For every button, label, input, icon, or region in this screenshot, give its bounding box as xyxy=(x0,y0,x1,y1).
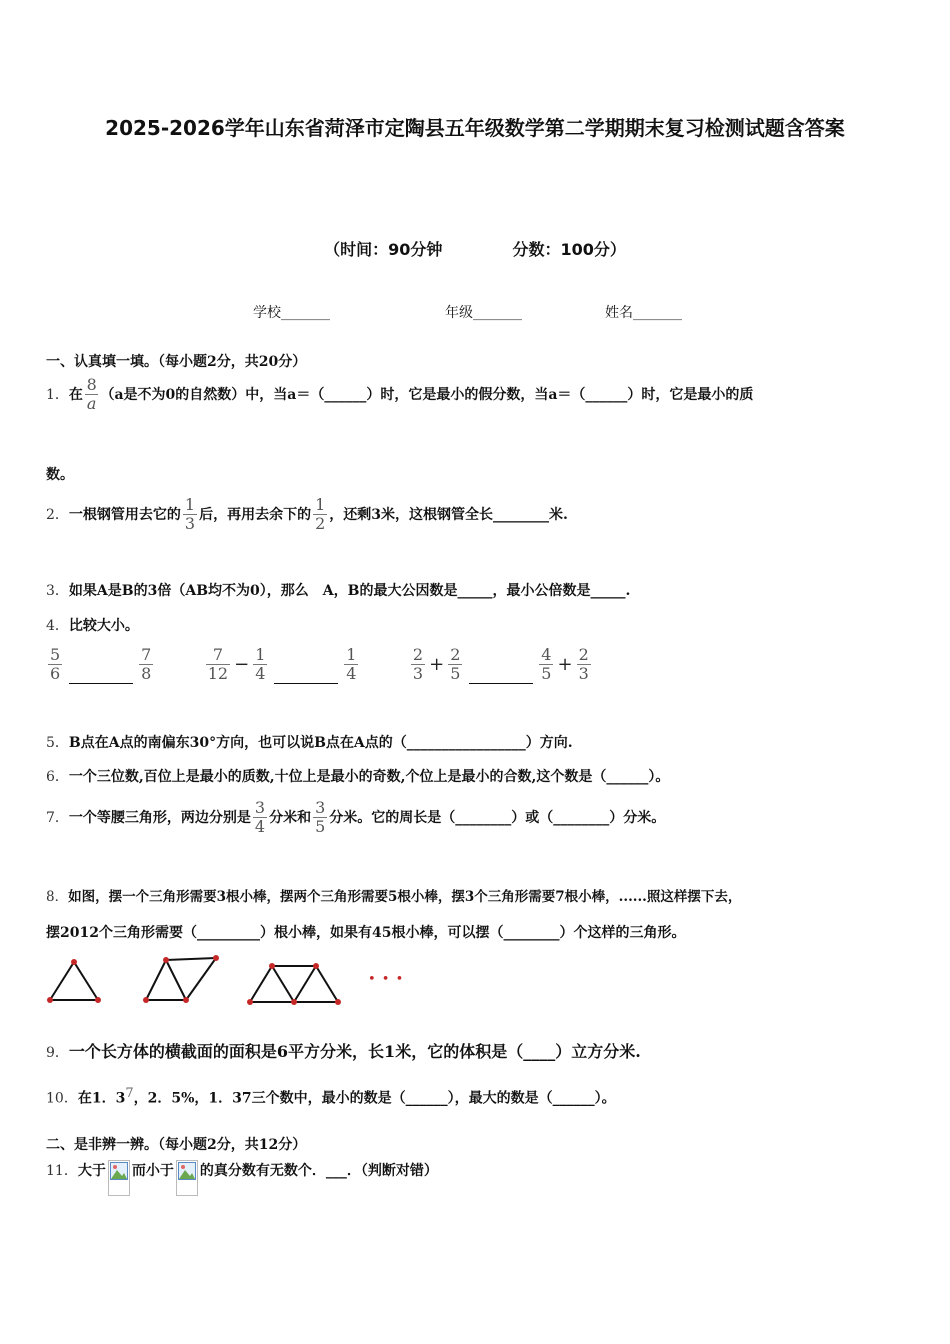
question-text: 一个三位数,百位上是最小的质数,十位上是最小的奇数,个位上是最小的合数,这个数是（______）。 xyxy=(68,769,670,785)
question-11 xyxy=(46,1160,438,1196)
question-number: 9． xyxy=(46,1045,69,1061)
numerator: 2 xyxy=(578,645,589,664)
question-text: 如果A是B的3倍（AB均不为0），那么 A，B的最大公因数是_____，最小公倍数是_____. xyxy=(68,583,631,599)
fraction xyxy=(577,646,591,684)
question-text: ，2．5%，1．37三个数中，最小的数是（______），最大的数是（______）。 xyxy=(133,1090,616,1107)
denominator: 12 xyxy=(207,664,229,684)
denominator: 2 xyxy=(315,514,326,534)
comparison-3 xyxy=(409,646,593,684)
question-1-continued: 数。 xyxy=(46,467,74,483)
fraction xyxy=(206,646,230,684)
answer-blank[interactable] xyxy=(274,683,338,684)
denominator: 5 xyxy=(541,664,552,684)
question-10 xyxy=(46,1086,616,1108)
question-text: 在 xyxy=(68,386,83,403)
school-field: 学校_______ xyxy=(253,305,330,321)
page-title: 2025-2026学年山东省菏泽市定陶县五年级数学第二学期期末复习检测试题含答案 xyxy=(105,116,845,140)
fraction xyxy=(313,496,327,534)
numerator: 2 xyxy=(412,645,424,664)
exam-score: 分数：100分） xyxy=(512,240,626,259)
fraction xyxy=(85,376,99,414)
fraction xyxy=(539,646,553,684)
fraction xyxy=(411,646,425,684)
question-text: 的真分数有无数个．___．（判断对错） xyxy=(199,1163,438,1179)
numerator: 4 xyxy=(541,645,552,664)
fraction xyxy=(448,646,462,684)
question-1 xyxy=(46,376,753,414)
comparison-2 xyxy=(204,646,361,684)
question-8-continued: 摆2012个三角形需要（_________）根小棒，如果有45根小棒，可以摆（________）个这样的三角形。 xyxy=(46,925,686,941)
fraction xyxy=(344,646,358,684)
numerator: 1 xyxy=(315,495,326,514)
question-text: 大于 xyxy=(77,1163,106,1179)
continuation-dots: • • • xyxy=(368,972,405,987)
question-text: 一根钢管用去它的 xyxy=(68,506,181,523)
repeating-digit: 7 xyxy=(125,1086,134,1101)
triangle-sticks-figure xyxy=(40,950,420,1012)
numerator: 1 xyxy=(184,495,196,514)
section-1-heading: 一、认真填一填。（每小题2分，共20分） xyxy=(46,354,307,370)
question-number: 1． xyxy=(46,386,69,403)
question-text: ，还剩3米，这根钢管全长________米. xyxy=(329,506,568,523)
answer-blank[interactable] xyxy=(469,683,533,684)
denominator: 5 xyxy=(450,664,461,684)
question-number: 10． xyxy=(46,1090,78,1107)
numerator: 1 xyxy=(255,645,266,664)
comparison-row xyxy=(46,646,637,684)
missing-image-icon xyxy=(176,1160,198,1196)
numerator: 3 xyxy=(254,798,266,817)
question-6 xyxy=(46,766,669,786)
question-text: 分米和 xyxy=(269,809,312,826)
denominator: 4 xyxy=(254,817,266,837)
denominator: 4 xyxy=(346,664,357,684)
question-text: 如图，摆一个三角形需要3根小棒，摆两个三角形需要5根小棒，摆3个三角形需要7根小棒，......照这样摆下去， xyxy=(68,889,742,905)
denominator: 6 xyxy=(50,664,61,684)
question-2 xyxy=(46,496,568,534)
question-5 xyxy=(46,732,573,752)
question-text: 分米。它的周长是（________）或（________）分米。 xyxy=(329,809,666,826)
numerator: 3 xyxy=(315,798,326,817)
numerator: 7 xyxy=(212,645,223,664)
numerator: 8 xyxy=(86,375,97,394)
operator: + xyxy=(429,654,445,676)
question-9 xyxy=(46,1039,641,1062)
denominator: 3 xyxy=(184,514,196,534)
denominator: 3 xyxy=(578,664,589,684)
question-number: 5． xyxy=(46,735,69,751)
answer-blank[interactable] xyxy=(69,683,133,684)
section-2-heading: 二、是非辨一辨。（每小题2分，共12分） xyxy=(46,1137,307,1153)
comparison-1 xyxy=(46,646,155,684)
exam-meta xyxy=(0,237,950,260)
fraction xyxy=(48,646,62,684)
question-4 xyxy=(46,615,139,635)
denominator: a xyxy=(86,394,97,414)
denominator: 8 xyxy=(141,664,152,684)
operator: + xyxy=(557,654,573,676)
question-number: 2． xyxy=(46,506,69,523)
question-text: （a是不为0的自然数）中，当a＝（______）时，它是最小的假分数，当a＝（______）时，它是最小的质 xyxy=(100,386,754,403)
numerator: 7 xyxy=(141,645,152,664)
question-text: B点在A点的南偏东30°方向，也可以说B点在A点的（_________________）方向. xyxy=(68,735,573,751)
grade-field: 年级_______ xyxy=(445,305,522,321)
question-number: 4． xyxy=(46,618,69,634)
question-text: 一个长方体的横截面的面积是6平方分米，长1米，它的体积是（____）立方分米. xyxy=(68,1042,641,1061)
question-number: 7． xyxy=(46,809,69,826)
question-text: 比较大小。 xyxy=(68,618,139,634)
exam-time: （时间：90分钟 xyxy=(324,240,443,259)
question-text: 在1．3 xyxy=(77,1090,126,1107)
question-number: 11． xyxy=(46,1163,78,1179)
name-field: 姓名_______ xyxy=(605,305,682,321)
numerator: 5 xyxy=(50,645,61,664)
question-number: 8． xyxy=(46,889,69,905)
fraction xyxy=(313,799,327,837)
fraction xyxy=(253,799,267,837)
question-text: 一个等腰三角形，两边分别是 xyxy=(68,809,251,826)
numerator: 2 xyxy=(450,645,461,664)
question-3 xyxy=(46,580,630,600)
fraction xyxy=(139,646,153,684)
denominator: 5 xyxy=(315,817,326,837)
fraction xyxy=(183,496,197,534)
fraction xyxy=(253,646,267,684)
question-7 xyxy=(46,799,665,837)
question-8 xyxy=(46,885,741,905)
denominator: 3 xyxy=(412,664,424,684)
question-text: 而小于 xyxy=(131,1163,174,1179)
numerator: 1 xyxy=(346,645,357,664)
missing-image-icon xyxy=(108,1160,130,1196)
question-number: 3． xyxy=(46,583,69,599)
denominator: 4 xyxy=(255,664,266,684)
question-number: 6． xyxy=(46,769,69,785)
question-text: 后，再用去余下的 xyxy=(199,506,312,523)
operator: − xyxy=(234,654,250,676)
